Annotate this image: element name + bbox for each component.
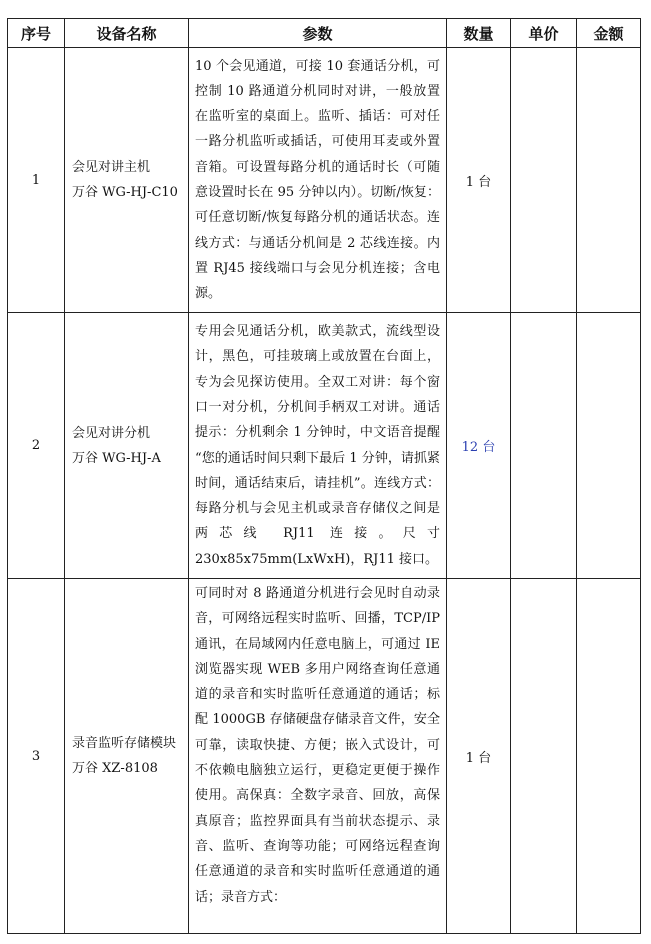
row-number: 2 [8, 313, 65, 579]
device-name [65, 579, 189, 934]
equipment-table [7, 18, 641, 934]
device-model-line: 万谷 XZ-8108 [72, 761, 158, 776]
device-params: 专用会见通话分机，欧美款式，流线型设计，黑色，可挂玻璃上或放置在台面上，专为会见探访使用。全双工对讲：每个窗口一对分机，分机间手柄双工对讲。通话提示：分机剩余 1 分钟时，中文语音提醒 “您的通话时间只剩下最后 1 分钟，请抓紧时间，通话结束后，请挂机”。连线方式：每路分机与会见主机或录音存储仪之间是两芯线 RJ11 连接。尺寸 230x85x75mm(LxWxH)，RJ11 接口。 [189, 313, 447, 579]
header-name: 设备名称 [65, 19, 189, 48]
header-row [8, 19, 641, 48]
device-name-line: 录音监听存储模块 [72, 736, 177, 751]
device-amount [577, 313, 641, 579]
device-params: 10 个会见通道，可接 10 套通话分机，可控制 10 路通道分机同时对讲，一般放置在监听室的桌面上。监听、插话：可对任一路分机监听或插话，可使用耳麦或外置音箱。可设置每路分机的通话时长（可随意设置时长在 95 分钟以内）。切断/恢复：可任意切断/恢复每路分机的通话状态。连线方式：与通话分机间是 2 芯线连接。内置 RJ45 接线端口与会见分机连接；含电源。 [189, 48, 447, 313]
device-name [65, 313, 189, 579]
device-model-line: 万谷 WG-HJ-A [72, 450, 161, 466]
device-model-line: 万谷 WG-HJ-C10 [72, 185, 178, 200]
device-quantity: 1 台 [447, 579, 511, 934]
device-quantity: 12 台 [447, 313, 511, 579]
device-name-line: 会见对讲主机 [72, 160, 151, 175]
device-amount [577, 48, 641, 313]
device-unit-price [511, 48, 577, 313]
table-row [8, 579, 641, 934]
table-row [8, 48, 641, 313]
header-qty: 数量 [447, 19, 511, 48]
device-unit-price [511, 313, 577, 579]
device-name-line: 会见对讲分机 [72, 425, 151, 441]
device-amount [577, 579, 641, 934]
header-price: 单价 [511, 19, 577, 48]
device-name [65, 48, 189, 313]
header-param: 参数 [189, 19, 447, 48]
device-params: 可同时对 8 路通道分机进行会见时自动录音，可网络远程实时监听、回播，TCP/IP 通讯，在局域网内任意电脑上，可通过 IE 浏览器实现 WEB 多用户网络查询任意通道的录音和实时监听任意通道的通话；标配 1000GB 存储硬盘存储录音文件，安全可靠，读取快捷、方便；嵌入式设计，可不依赖电脑独立运行，更稳定更便于操作使用。高保真：全数字录音、回放，高保真原音；监控界面具有当前状态提示、录音、监听、查询等功能；可网络远程查询任意通道的录音和实时监听任意通道的通话；录音方式： [189, 579, 447, 934]
row-number: 1 [8, 48, 65, 313]
row-number: 3 [8, 579, 65, 934]
header-no: 序号 [8, 19, 65, 48]
device-unit-price [511, 579, 577, 934]
device-quantity: 1 台 [447, 48, 511, 313]
table-row [8, 313, 641, 579]
header-amount: 金额 [577, 19, 641, 48]
